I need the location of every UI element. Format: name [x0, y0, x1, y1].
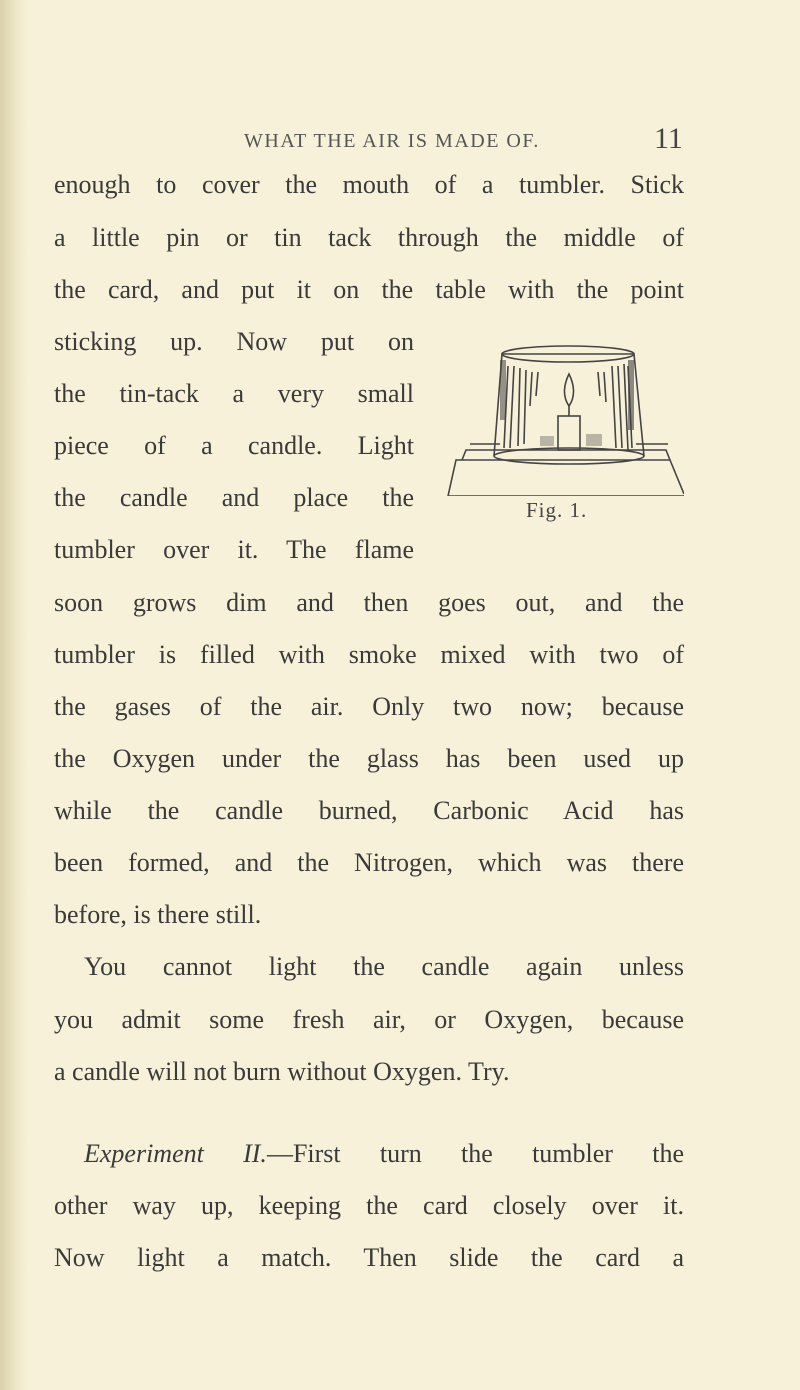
text-line: Now light a match. Then slide the card a [54, 1243, 684, 1272]
figure-caption: Fig. 1. [526, 498, 588, 522]
experiment-line [84, 1137, 684, 1171]
text-line: a candle will not burn without Oxygen. Try. [54, 1057, 510, 1086]
text-line: the Oxygen under the glass has been used up [54, 744, 684, 773]
page-number: 11 [654, 122, 683, 155]
text-line: sticking up. Now put on [54, 327, 414, 356]
figure-tumbler-illustration [440, 336, 684, 516]
experiment-label: Experiment II. [84, 1139, 267, 1168]
tumbler-over-candle-illustration-icon [440, 336, 684, 496]
text-line: tumbler is filled with smoke mixed with two of [54, 640, 684, 669]
experiment-text: —First turn the tumbler the [266, 1139, 684, 1168]
text-line: a little pin or tin tack through the middle of [54, 223, 684, 252]
running-title: WHAT THE AIR IS MADE OF. [244, 130, 540, 152]
text-line: the gases of the air. Only two now; because [54, 692, 684, 721]
running-header [0, 122, 800, 158]
text-line: You cannot light the candle again unless [84, 952, 684, 981]
text-line: the tin-tack a very small [54, 379, 414, 408]
text-line: tumbler over it. The flame [54, 535, 414, 564]
text-line: the candle and place the [54, 483, 414, 512]
page-edge-shadow [0, 0, 28, 1390]
text-line: been formed, and the Nitrogen, which was there [54, 848, 684, 877]
text-line: other way up, keeping the card closely over it. [54, 1191, 684, 1220]
text-line: while the candle burned, Carbonic Acid has [54, 796, 684, 825]
text-line: soon grows dim and then goes out, and the [54, 588, 684, 617]
text-line: enough to cover the mouth of a tumbler. Stick [54, 170, 684, 199]
text-line: before, is there still. [54, 900, 262, 929]
text-line: you admit some fresh air, or Oxygen, because [54, 1005, 684, 1034]
text-line: piece of a candle. Light [54, 431, 414, 460]
text-line: the card, and put it on the table with the point [54, 275, 684, 304]
